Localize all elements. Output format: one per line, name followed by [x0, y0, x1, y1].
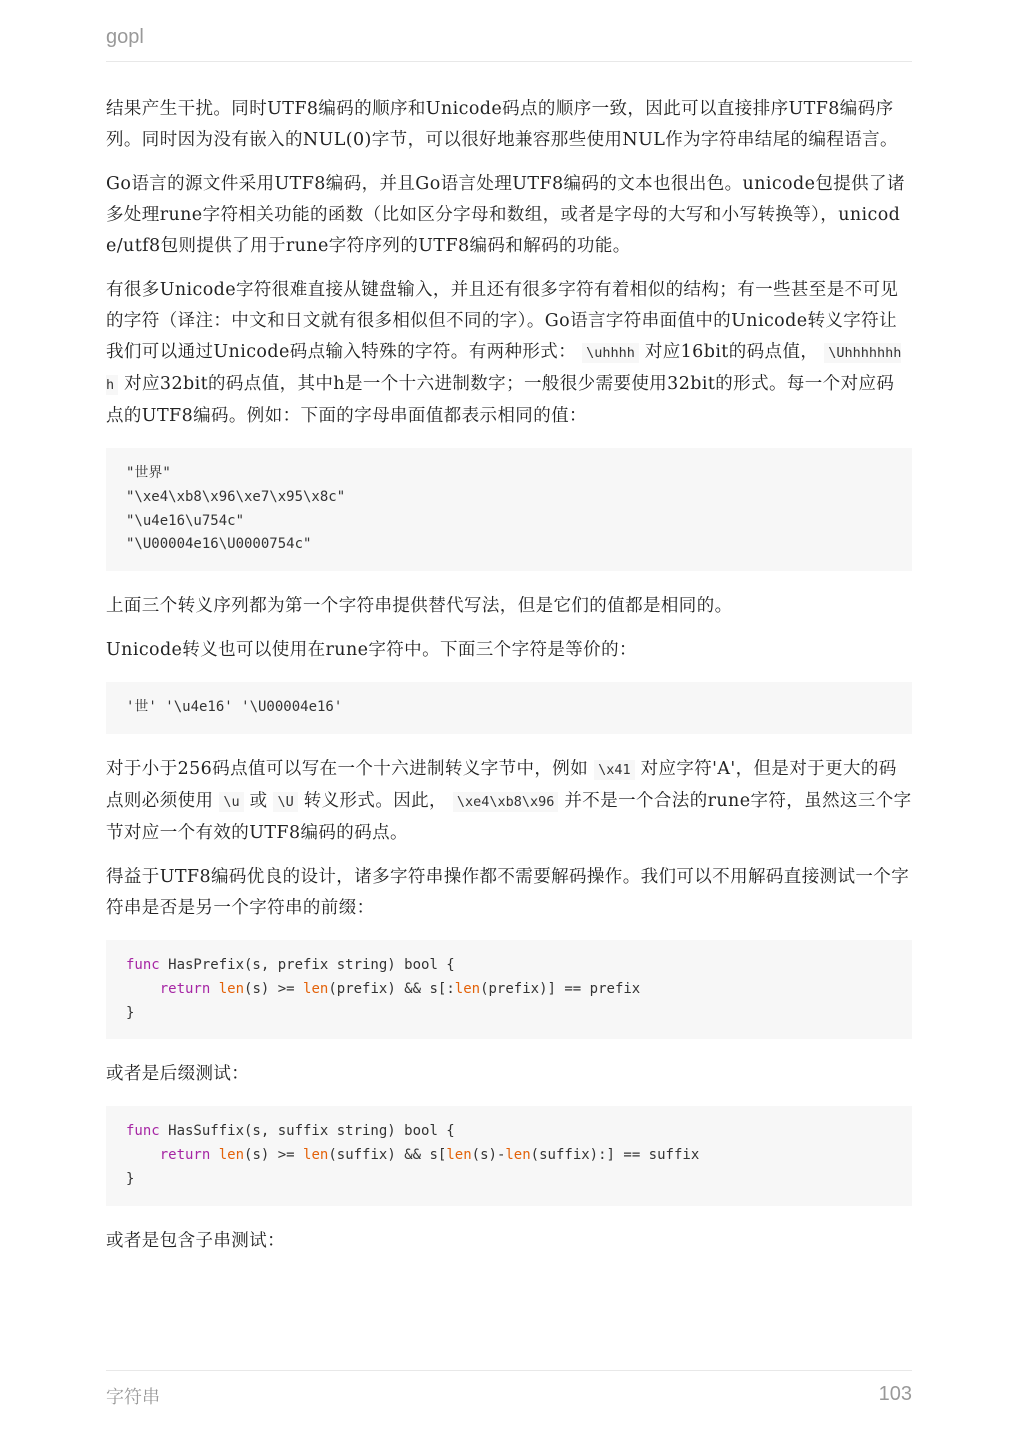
- paragraph: 或者是后缀测试：: [106, 1064, 250, 1085]
- paragraph: 或者是包含子串测试：: [106, 1230, 285, 1251]
- code-text: (suffix) && s[: [328, 1147, 447, 1164]
- code-builtin: len: [505, 1147, 531, 1164]
- paragraph: 得益于UTF8编码优良的设计，诸多字符串操作都不需要解码操作。我们可以不用解码直接测试一个字符串是否是另一个字符串的前缀：: [106, 866, 910, 918]
- running-footer: [106, 1370, 912, 1417]
- code-block-hassuffix: [106, 1106, 912, 1205]
- text-span: 对应32bit的码点值，其中h是一个十六进制数字；一般很少需要使用32bit的形式。每一个对应码点的UTF8编码。例如：下面的字母串面值都表示相同的值：: [106, 374, 895, 426]
- code-line: "\U00004e16\U0000754c": [126, 536, 312, 553]
- code-builtin: len: [303, 980, 329, 997]
- inline-code: \U: [273, 792, 297, 812]
- code-line: "\u4e16\u754c": [126, 512, 245, 529]
- paragraph: [106, 754, 912, 849]
- paragraph: Go语言的源文件采用UTF8编码，并且Go语言处理UTF8编码的文本也很出色。unicode包提供了诸多处理rune字符相关功能的函数（比如区分字母和数组，或者是字母的大写和小写转换等），unicode/utf8包则提供了用于rune字符序列的UTF8编码和解码的功能。: [106, 174, 905, 256]
- page-content: [106, 94, 912, 1270]
- code-keyword: return: [159, 1147, 211, 1164]
- text-span: 对应字符'A'，但是对于更大的码点则必须使用: [106, 758, 897, 811]
- code-keyword: return: [159, 980, 211, 997]
- code-text: HasPrefix(s, prefix string) bool {: [159, 956, 455, 973]
- text-span: 对应16bit的码点值，: [644, 342, 819, 362]
- code-builtin: len: [218, 1147, 245, 1164]
- code-builtin: len: [303, 1147, 329, 1164]
- text-span: 或: [249, 790, 268, 811]
- code-text: (s) >=: [244, 1147, 304, 1164]
- text-span: 并不是一个合法的rune字符，虽然这三个字节对应一个有效的UTF8编码的码点。: [106, 790, 912, 843]
- paragraph: Unicode转义也可以使用在rune字符中。下面三个字符是等价的：: [106, 640, 637, 661]
- code-text: (prefix) && s[:: [328, 980, 455, 997]
- inline-code: \xe4\xb8\x96: [453, 792, 559, 812]
- paragraph: 结果产生干扰。同时UTF8编码的顺序和Unicode码点的顺序一致，因此可以直接排序UTF8编码序列。同时因为没有嵌入的NUL(0)字节，可以很好地兼容那些使用NUL作为字符串结尾的编程语言。: [106, 99, 898, 150]
- code-text: [210, 1147, 218, 1163]
- code-text: [210, 981, 218, 997]
- code-text: (s) >=: [244, 980, 304, 997]
- code-text: (suffix):] == suffix: [530, 1147, 700, 1164]
- code-line: "\xe4\xb8\x96\xe7\x95\x8c": [126, 488, 346, 505]
- code-block-strings: [106, 448, 912, 571]
- inline-code: \Uhhhhhhhh: [106, 345, 902, 393]
- code-builtin: len: [454, 980, 481, 997]
- paragraph: 上面三个转义序列都为第一个字符串提供替代写法，但是它们的值都是相同的。: [106, 596, 733, 617]
- paragraph: [106, 275, 912, 432]
- code-block-runes: [106, 682, 912, 734]
- code-indent: [126, 981, 160, 997]
- page-number: 103: [878, 1383, 912, 1405]
- text-span: 对于小于256码点值可以写在一个十六进制转义字节中，例如: [106, 758, 589, 779]
- inline-code: \uhhhh: [582, 343, 639, 363]
- code-line: "世界": [126, 465, 171, 481]
- code-text: (prefix)] == prefix: [480, 980, 641, 997]
- text-span: 有很多Unicode字符很难直接从键盘输入，并且还有很多字符有着相似的结构；有一些甚至是不可见的字符（译注：中文和日文就有很多相似但不同的字）。Go语言字符串面值中的Unicode转义字符让我们可以通过Unicode码点输入特殊的字符。有两种形式：: [106, 280, 899, 362]
- inline-code: \u: [219, 792, 243, 812]
- inline-code: \x41: [594, 760, 635, 780]
- code-builtin: len: [218, 980, 245, 997]
- code-text: }: [126, 1170, 135, 1187]
- chapter-title: 字符串: [106, 1387, 160, 1408]
- text-span: 转义形式。因此，: [303, 790, 447, 811]
- code-text: HasSuffix(s, suffix string) bool {: [159, 1123, 455, 1140]
- running-header: [106, 24, 912, 62]
- code-keyword: func: [126, 956, 160, 973]
- code-builtin: len: [446, 1147, 472, 1164]
- code-keyword: func: [126, 1123, 160, 1140]
- code-text: (s)-: [471, 1147, 506, 1164]
- code-text: }: [126, 1004, 135, 1021]
- code-block-hasprefix: [106, 940, 912, 1039]
- code-indent: [126, 1147, 160, 1163]
- book-title: gopl: [106, 26, 144, 48]
- code-line: '世' '\u4e16' '\U00004e16': [126, 699, 343, 716]
